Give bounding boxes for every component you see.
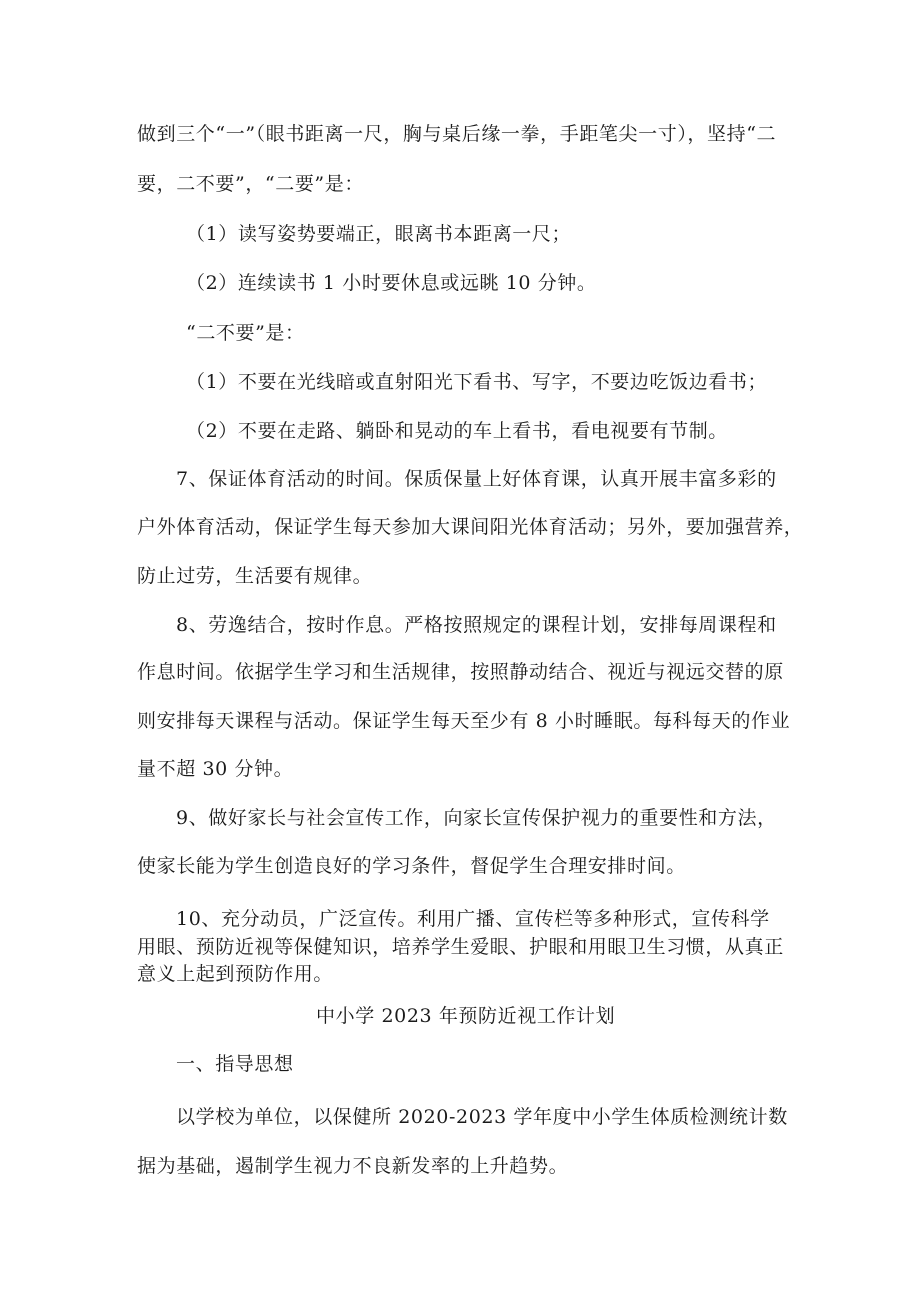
paragraph-line: 使家长能为学生创造良好的学习条件，督促学生合理安排时间。: [137, 855, 686, 877]
paragraph-line: 户外体育活动，保证学生每天参加大课间阳光体育活动；另外，要加强营养，: [137, 516, 804, 538]
paragraph-line: 作息时间。依据学生学习和生活规律，按照静动结合、视近与视远交替的原: [137, 661, 784, 683]
paragraph-line: 7、保证体育活动的时间。保质保量上好体育课，认真开展丰富多彩的: [176, 468, 777, 490]
section-heading: 一、指导思想: [176, 1053, 294, 1075]
paragraph-line: 据为基础，遏制学生视力不良新发率的上升趋势。: [137, 1155, 569, 1177]
paragraph-line: 8、劳逸结合，按时作息。严格按照规定的课程计划，安排每周课程和: [176, 614, 777, 636]
paragraph-line: 则安排每天课程与活动。保证学生每天至少有 8 小时睡眠。每科每天的作业: [137, 710, 791, 732]
paragraph-line: 意义上起到预防作用。: [137, 963, 334, 985]
list-item: （1）不要在光线暗或直射阳光下看书、写字，不要边吃饭边看书；: [186, 371, 768, 393]
text-line: 要，二不要”，“二要”是：: [137, 173, 364, 195]
paragraph-line: 9、做好家长与社会宣传工作，向家长宣传保护视力的重要性和方法，: [176, 807, 777, 829]
list-item: （2）不要在走路、躺卧和晃动的车上看书，看电视要有节制。: [186, 420, 728, 442]
paragraph-line: 防止过劳，生活要有规律。: [137, 565, 373, 587]
section-title: 中小学 2023 年预防近视工作计划: [316, 1005, 616, 1027]
paragraph-line: 用眼、预防近视等保健知识，培养学生爱眼、护眼和用眼卫生习惯，从真正: [137, 936, 784, 958]
paragraph-line: 量不超 30 分钟。: [137, 758, 294, 780]
paragraph-line: 以学校为单位，以保健所 2020-2023 学年度中小学生体质检测统计数: [176, 1106, 788, 1128]
paragraph-line: 10、充分动员，广泛宣传。利用广播、宣传栏等多种形式，宣传科学: [176, 908, 770, 930]
list-item: （2）连续读书 1 小时要休息或远眺 10 分钟。: [186, 272, 597, 294]
text-line: 做到三个“一”（眼书距离一尺，胸与桌后缘一拳，手距笔尖一寸），坚持“二: [137, 123, 777, 145]
list-item: （1）读写姿势要端正，眼离书本距离一尺；: [186, 223, 572, 245]
text-line: “二不要”是：: [186, 322, 305, 344]
